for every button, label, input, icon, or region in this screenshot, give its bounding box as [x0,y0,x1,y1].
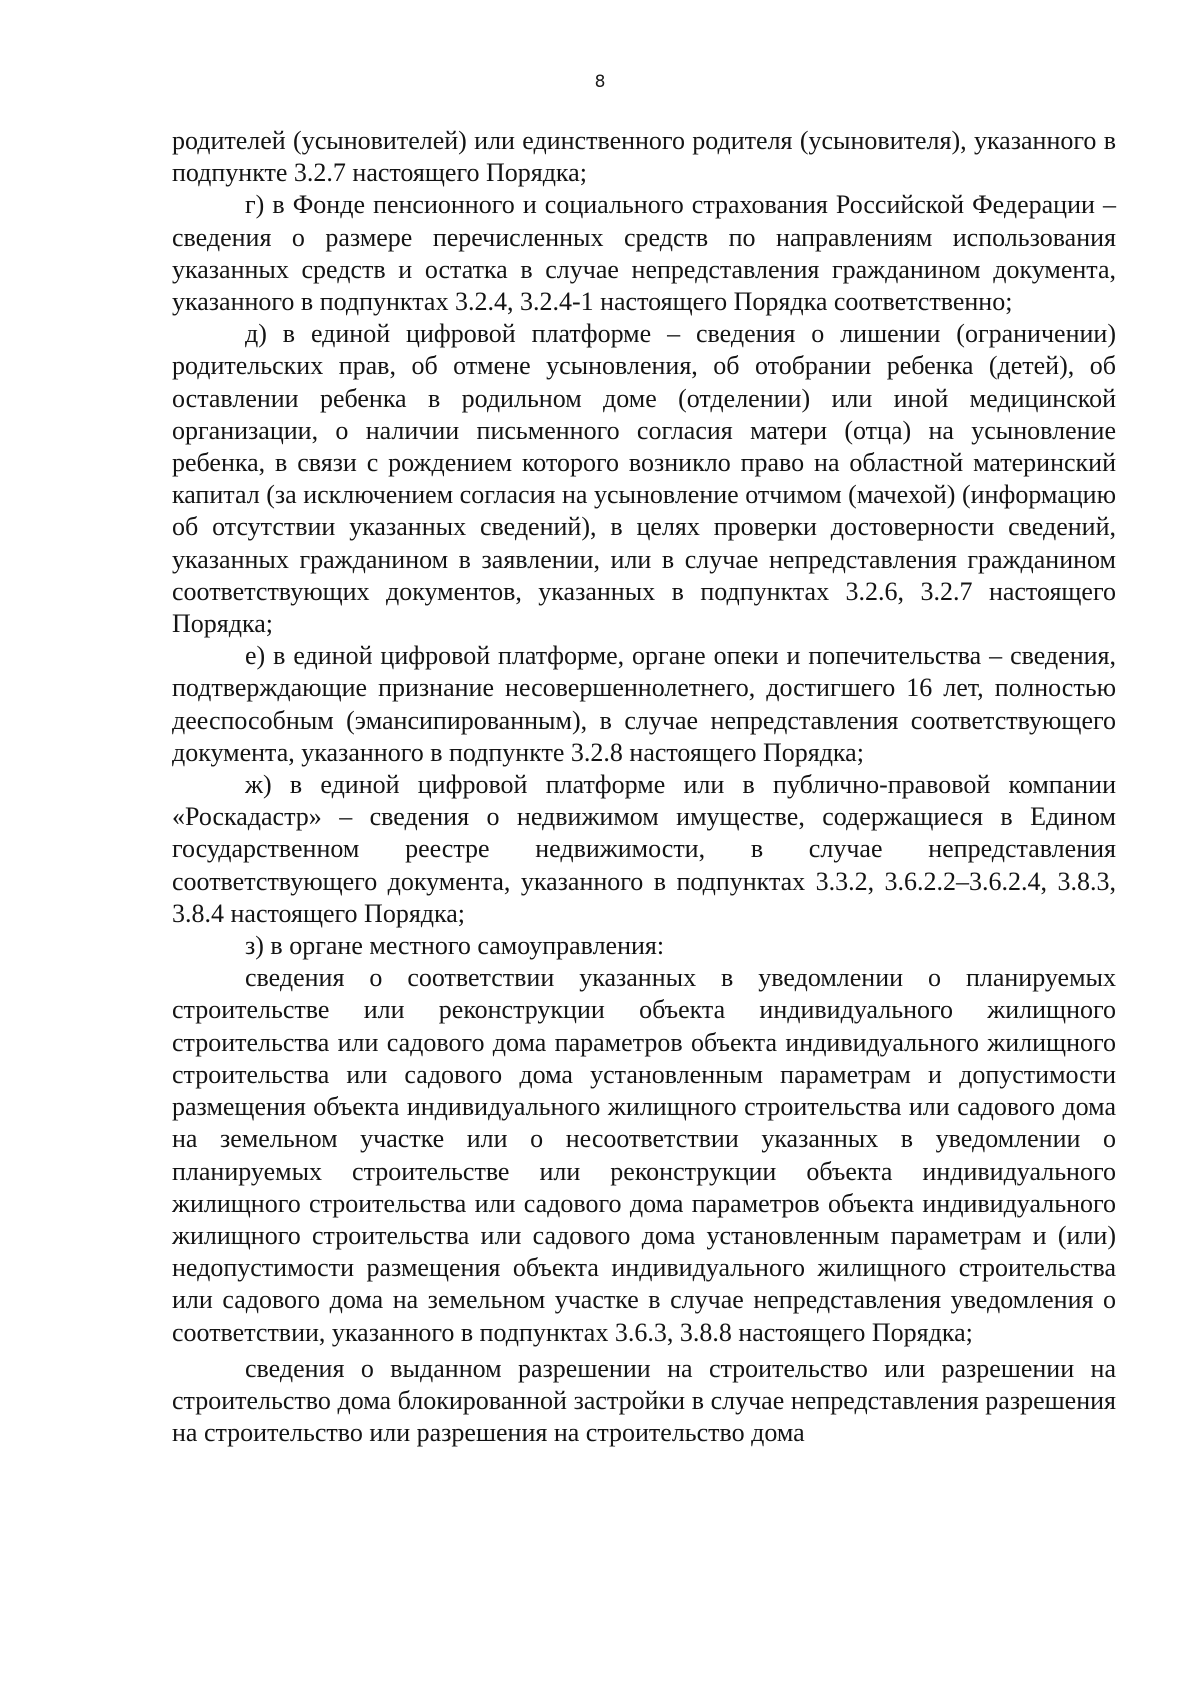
paragraph-item-d: д) в единой цифровой платформе – сведения о лишении (ограничении) родительских прав, об отмене усыновления, об отобрании ребенка (детей), об оставлении ребенка в родильном доме (отделении) или иной медицинской организации, о наличии письменного согласия матери (отца) на усыновление ребенка, в связи с рождением которого возникло право на областной материнский капитал (за исключением согласия на усыновление отчимом (мачехой) (информацию об отсутствии указанных сведений), в целях проверки достоверности сведений, указанных гражданином в заявлении, или в случае непредставления гражданином соответствующих документов, указанных в подпунктах 3.2.6, 3.2.7 настоящего Порядка; [172,319,1116,639]
paragraph-item-e: е) в единой цифровой платформе, органе опеки и попечительства – сведения, подтверждающие признание несовершеннолетнего, достигшего 16 лет, полностью дееспособным (эмансипированным), в случае непредставления соответствующего документа, указанного в подпункте 3.2.8 настоящего Порядка; [172,641,1116,767]
paragraph-item-zh: ж) в единой цифровой платформе или в публично-правовой компании «Роскадастр» – сведения о недвижимом имуществе, содержащиеся в Едином государственном реестре недвижимости, в случае непредставления соответствующего документа, указанного в подпунктах 3.3.2, 3.6.2.2–3.6.2.4, 3.8.3, 3.8.4 настоящего Порядка; [172,770,1116,928]
paragraph-item-g: г) в Фонде пенсионного и социального страхования Российской Федерации – сведения о размере перечисленных средств по направлениям использования указанных средств и остатка в случае непредставления гражданином документа, указанного в подпунктах 3.2.4, 3.2.4-1 настоящего Порядка соответственно; [172,190,1116,317]
paragraph-continuation: родителей (усыновителей) или единственного родителя (усыновителя), указанного в подпункте 3.2.7 настоящего Порядка; [172,126,1116,188]
paragraph-item-z: з) в органе местного самоуправления: [245,931,665,961]
paragraph-item-z-compliance: сведения о соответствии указанных в уведомлении о планируемых строительстве или реконструкции объекта индивидуального жилищного строительства или садового дома параметров объекта индивидуального жилищного строительства или садового дома установленным параметрам и допустимости размещения объекта индивидуального жилищного строительства или садового дома на земельном участке или о несоответствии указанных в уведомлении о планируемых строительстве или реконструкции объекта индивидуального жилищного строительства или садового дома параметров объекта индивидуального жилищного строительства или садового дома установленным параметрам и (или) недопустимости размещения объекта индивидуального жилищного строительства или садового дома на земельном участке в случае непредставления уведомления о соответствии, указанного в подпунктах 3.6.3, 3.8.8 настоящего Порядка; [172,963,1116,1347]
document-body [172,125,1116,1449]
page-number: 8 [594,72,606,92]
paragraph-item-z-permit: сведения о выданном разрешении на строительство или разрешении на строительство дома блокированной застройки в случае непредставления разрешения на строительство или разрешения на строительство дома [172,1353,1116,1448]
